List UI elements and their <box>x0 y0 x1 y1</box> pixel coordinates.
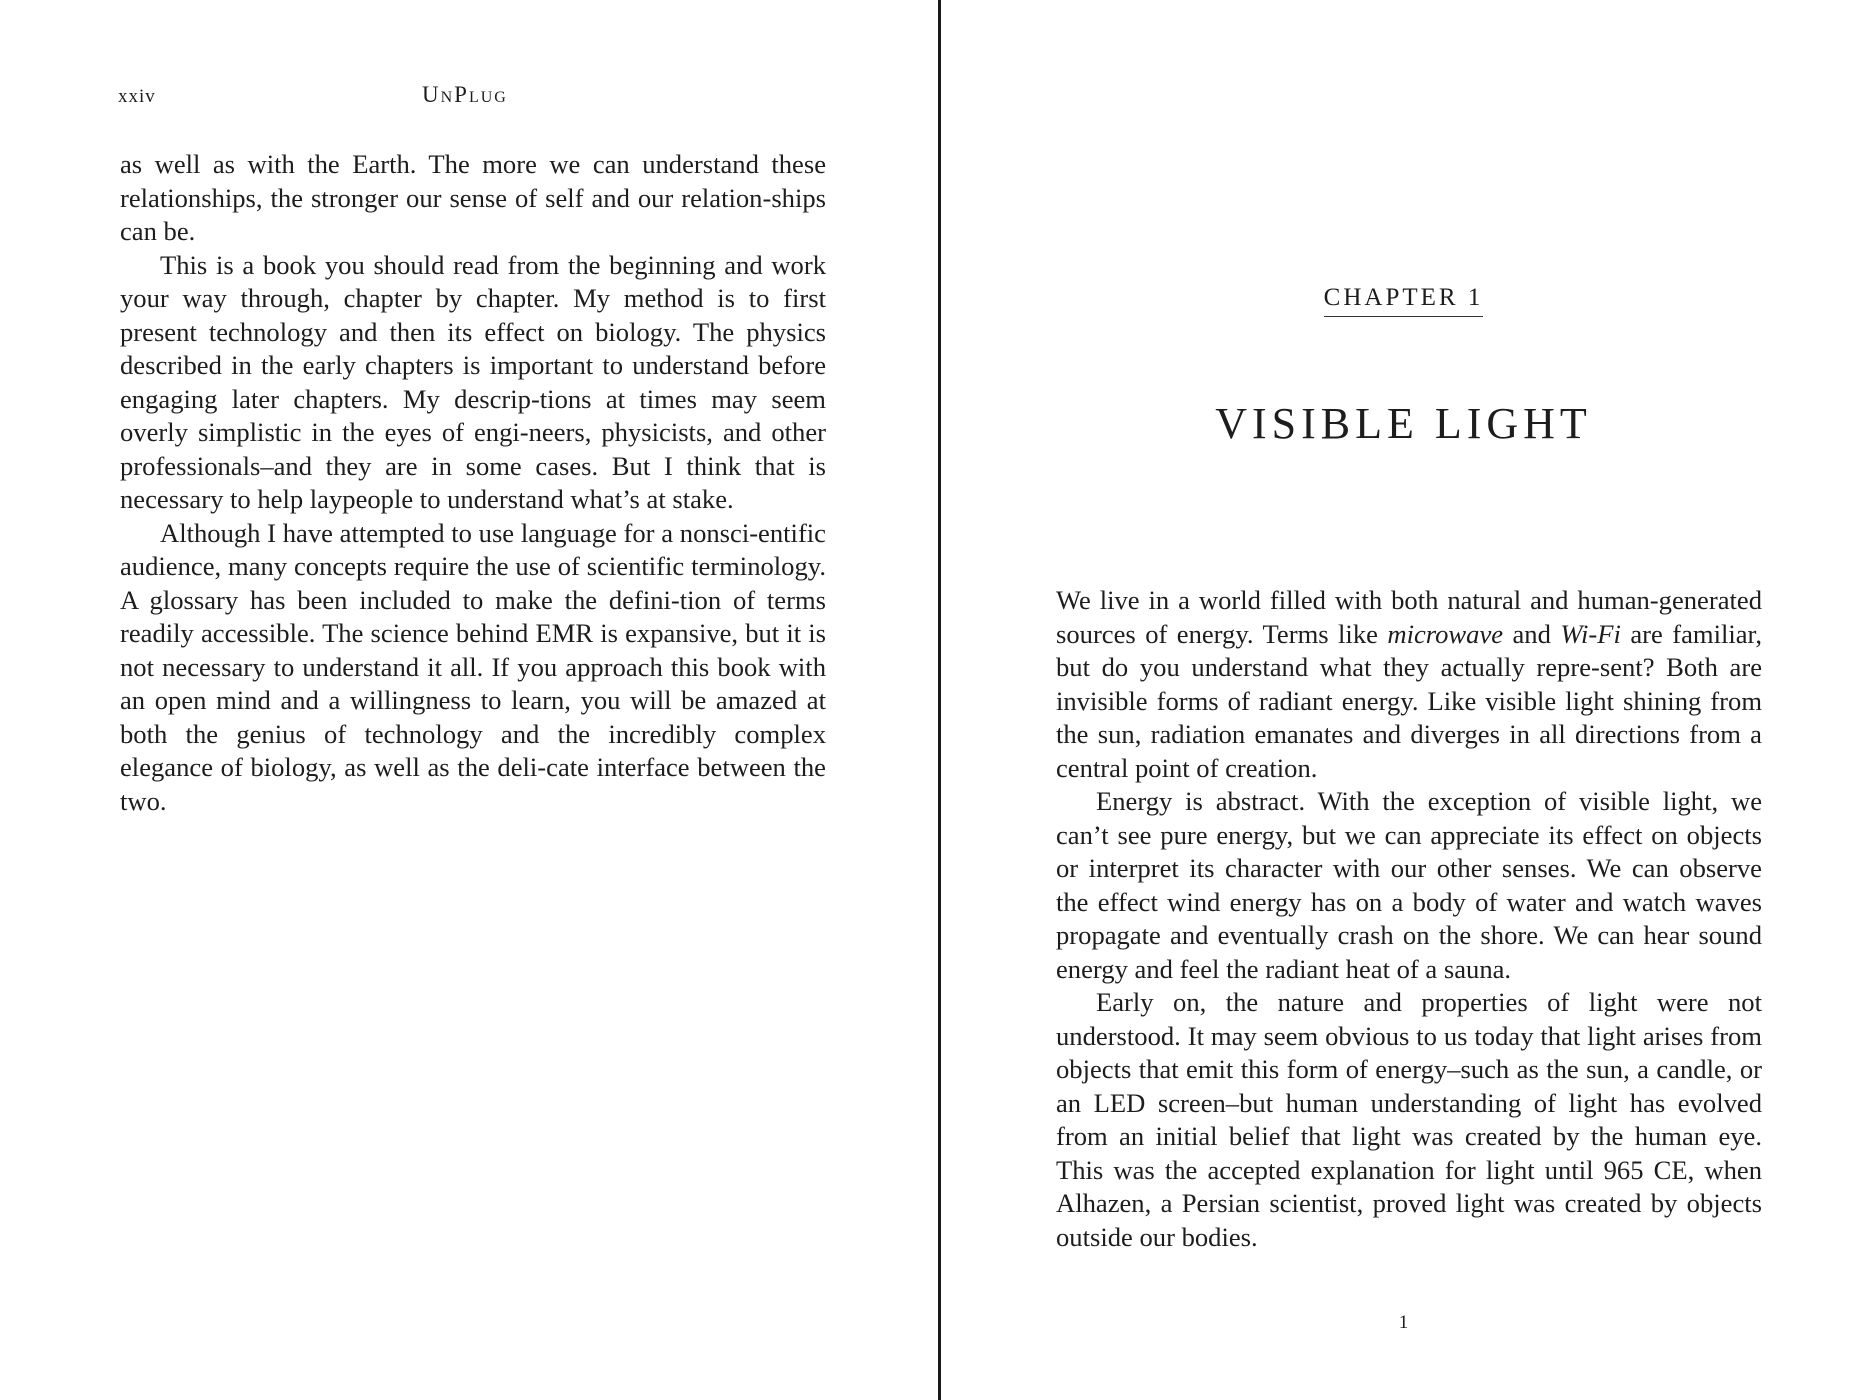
right-page-body <box>1056 584 1762 1254</box>
left-page-body <box>120 148 826 818</box>
text-run: We live in a world filled with both natural and human-generated sources of energy. Terms like <box>1056 585 1762 649</box>
paragraph: This is a book you should read from the beginning and work your way through, chapter by chapter. My method is to first present technology and then its effect on biology. The physics described in the early chapters is important to understand before engaging later chapters. My descrip-tions at times may seem overly simplistic in the eyes of engi-neers, physicists, and other professionals–and they are in some cases. But I think that is necessary to help laypeople to understand what’s at stake. <box>120 249 826 514</box>
paragraph: Early on, the nature and properties of light were not understood. It may seem obvious to us today that light arises from objects that emit this form of energy–such as the sun, a candle, or an LED screen–but human understanding of light has evolved from an initial belief that light was created by the human eye. This was the accepted explanation for light until 965 CE, when Alhazen, a Persian scientist, proved light was created by objects outside our bodies. <box>1056 987 1762 1252</box>
chapter-label-text: CHAPTER 1 <box>1324 284 1484 317</box>
right-page <box>941 0 1866 1400</box>
running-head <box>118 82 826 112</box>
text-run: and <box>1503 618 1561 649</box>
italic-term: microwave <box>1387 618 1504 649</box>
paragraph: Although I have attempted to use language for a nonsci-entific audience, many concepts require the use of scientific terminology. A glossary has been included to make the defini-tion of terms readily accessible. The science behind EMR is expansive, but it is not necessary to understand it all. If you approach this book with an open mind and a willingness to learn, you will be amazed at both the genius of technology and the incredibly complex elegance of biology, as well as the deli-cate interface between the two. <box>120 517 826 816</box>
page-number-right: 1 <box>1398 1312 1409 1333</box>
running-head-title: UnPlug <box>422 82 508 107</box>
paragraph: as well as with the Earth. The more we can understand these relationships, the stronger our sense of self and our relation-ships can be. <box>120 149 826 246</box>
page-number-left: xxiv <box>118 86 156 107</box>
chapter-label <box>941 284 1866 317</box>
paragraph: Energy is abstract. With the exception of visible light, we can’t see pure energy, but we can appreciate its effect on objects or interpret its character with our other senses. We can observe the effect wind energy has on a body of water and watch waves propagate and eventually crash on the shore. We can hear sound energy and feel the radiant heat of a sauna. <box>1056 786 1762 984</box>
text-run: are familiar, but do you understand what they actually repre-sent? Both are invisible forms of radiant energy. Like visible light shining from the sun, radiation emanates and diverges in all directions from a central point of creation. <box>1056 618 1762 783</box>
paragraph <box>1056 584 1762 785</box>
italic-term: Wi-Fi <box>1560 618 1621 649</box>
chapter-title: VISIBLE LIGHT <box>1215 399 1592 448</box>
